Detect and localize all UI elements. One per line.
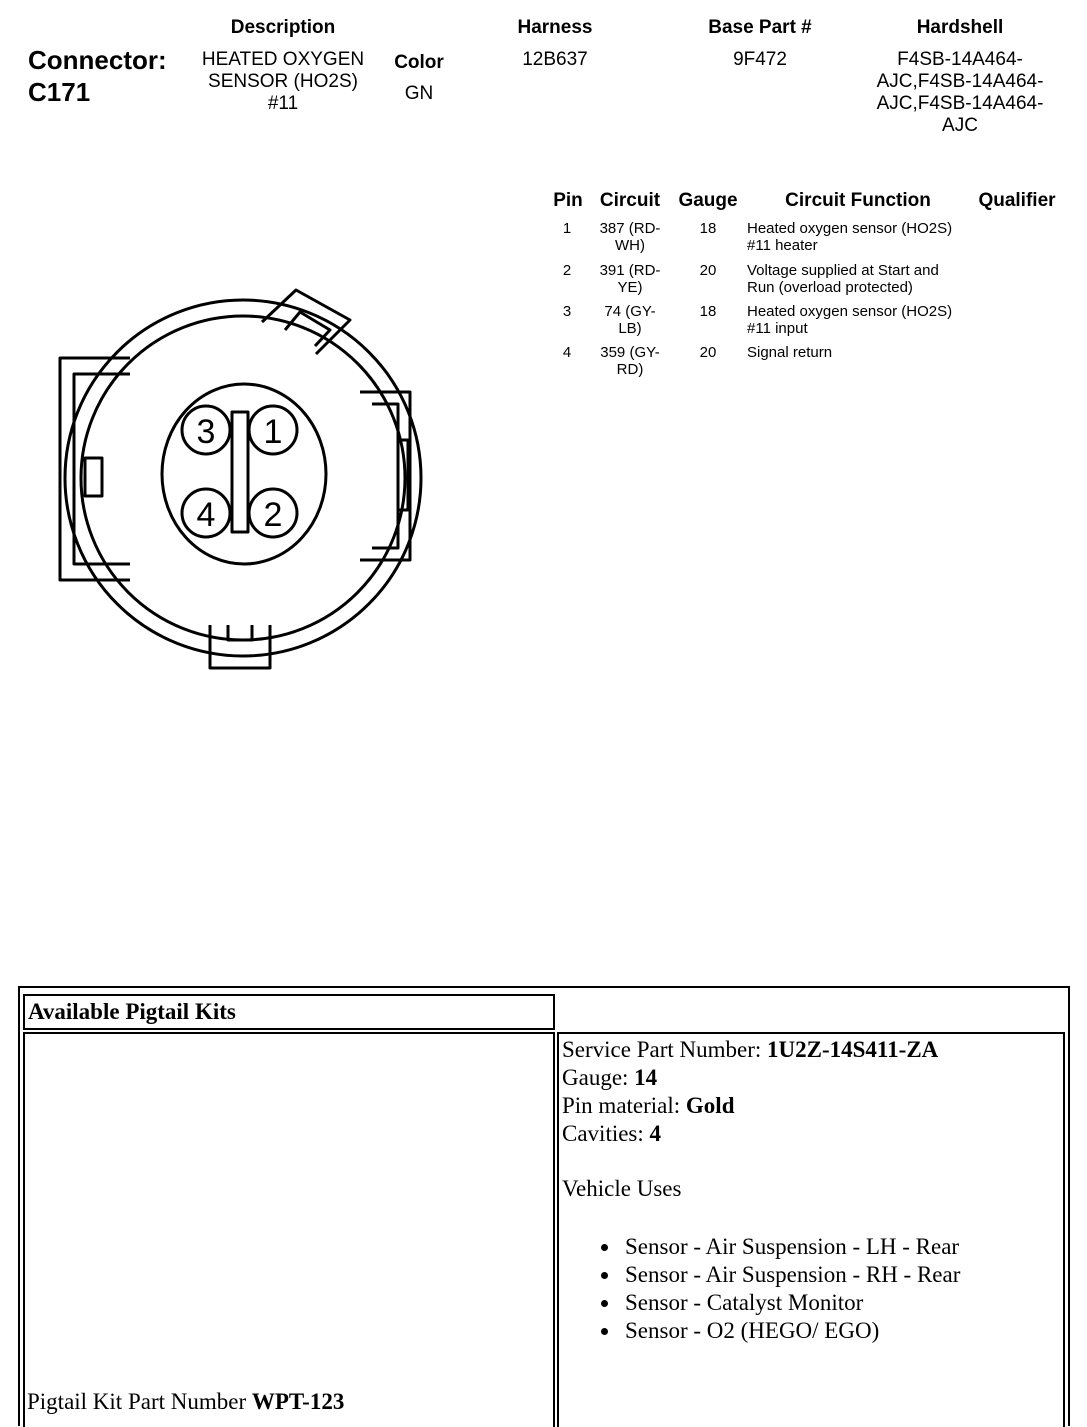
pin-function: Heated oxygen sensor (HO2S) #11 heater [747, 220, 953, 254]
pin-2-label: 2 [263, 496, 283, 534]
description-value: HEATED OXYGEN SENSOR (HO2S) #11 [201, 49, 365, 114]
pin-function: Voltage supplied at Start and Run (overload protected) [747, 262, 939, 296]
pin-number: 1 [562, 220, 572, 237]
connector-face-diagram [0, 0, 1087, 700]
pin-circuit: 359 (GY- RD) [600, 344, 660, 378]
pigtail-kits-title: Available Pigtail Kits [28, 999, 236, 1024]
hardshell-header: Hardshell [916, 17, 1004, 38]
pin-gauge: 20 [699, 262, 717, 279]
service-part-number: Service Part Number: 1U2Z-14S411-ZA [562, 1037, 939, 1062]
pigtail-kits-title-cell [23, 994, 555, 1030]
connector-id: C171 [28, 77, 91, 107]
pin-3-label: 3 [196, 413, 216, 451]
vehicle-uses-list [559, 1233, 1063, 1345]
gauge-detail: Gauge: 14 [562, 1065, 658, 1090]
pin-gauge: 18 [699, 303, 717, 320]
connector-left-tab [85, 458, 102, 496]
pin-number: 4 [562, 344, 572, 361]
color-header: Color [394, 52, 444, 73]
base-part-header: Base Part # [708, 17, 812, 38]
gauge-column-header: Gauge [678, 190, 738, 211]
connector-outer-body [65, 300, 421, 656]
harness-value: 12B637 [522, 49, 588, 70]
base-part-value: 9F472 [733, 49, 787, 70]
pin-function: Heated oxygen sensor (HO2S) #11 input [747, 303, 953, 337]
pin-function: Signal return [747, 344, 833, 361]
pin-gauge: 18 [699, 220, 717, 237]
list-item: • Sensor - Catalyst Monitor [621, 1289, 1063, 1317]
pin-number: 3 [562, 303, 572, 320]
list-item: • Sensor - Air Suspension - RH - Rear [621, 1261, 1063, 1289]
pigtail-kit-part-number: Pigtail Kit Part Number WPT-123 [27, 1389, 345, 1414]
pin-4-label: 4 [196, 496, 216, 534]
connector-divider [232, 412, 248, 532]
pin-circuit: 74 (GY- LB) [604, 303, 656, 337]
circuit-column-header: Circuit [599, 190, 661, 211]
pin-gauge: 20 [699, 344, 717, 361]
connector-inner-body [81, 316, 405, 640]
vehicle-uses-title: Vehicle Uses [562, 1176, 682, 1201]
connector-label: Connector: [28, 45, 167, 75]
pin-1-label: 1 [263, 413, 283, 451]
pin-circuit: 391 (RD- YE) [599, 262, 661, 296]
list-item: • Sensor - O2 (HEGO/ EGO) [621, 1317, 1063, 1345]
hardshell-value: F4SB-14A464- AJC,F4SB-14A464- AJC,F4SB-14A464- AJC [876, 49, 1044, 136]
service-part-details [559, 1034, 1063, 1233]
color-value: GN [404, 83, 434, 104]
pin-column-header: Pin [553, 190, 583, 211]
connector-bottom-key [210, 625, 270, 668]
description-header: Description [230, 17, 336, 38]
cavities-detail: Cavities: 4 [562, 1121, 662, 1146]
connector-right-block [360, 392, 410, 560]
pin-number: 2 [562, 262, 572, 279]
pin-circuit: 387 (RD- WH) [599, 220, 661, 254]
service-part-cell [557, 1032, 1065, 1427]
list-item: • Sensor - Air Suspension - LH - Rear [621, 1233, 1063, 1261]
function-column-header: Circuit Function [785, 190, 931, 211]
harness-header: Harness [517, 17, 593, 38]
pigtail-kit-cell [23, 1032, 555, 1427]
pin-material-detail: Pin material: Gold [562, 1093, 735, 1118]
qualifier-column-header: Qualifier [978, 190, 1056, 211]
